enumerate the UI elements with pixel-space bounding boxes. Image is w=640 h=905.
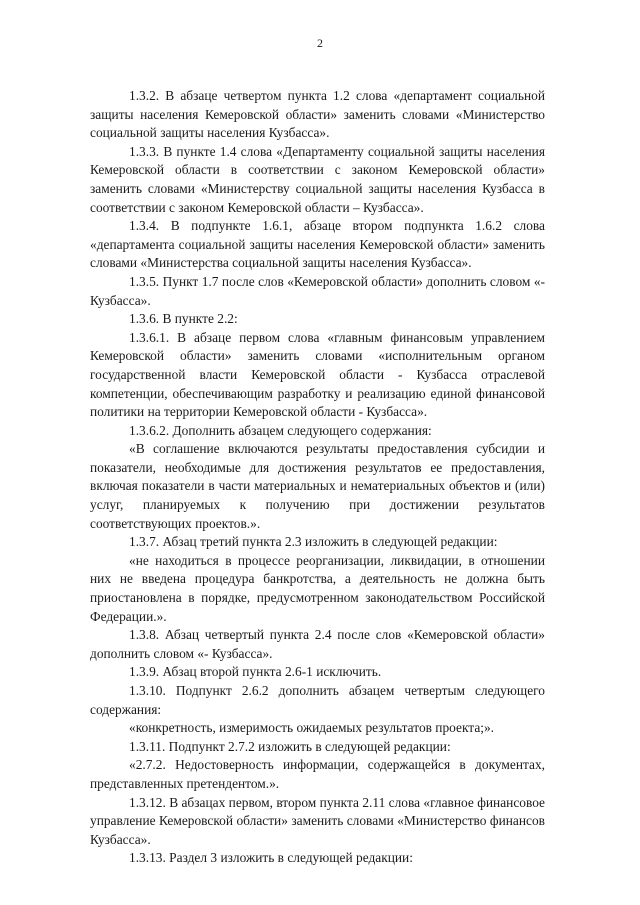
- paragraph: 1.3.7. Абзац третий пункта 2.3 изложить в следующей редакции:: [129, 534, 498, 550]
- paragraph: 1.3.6.2. Дополнить абзацем следующего содержания:: [129, 422, 432, 438]
- paragraph: 1.3.5. Пункт 1.7 после слов «Кемеровской области» дополнить словом «- Кузбасса».: [90, 273, 545, 308]
- paragraph: 1.3.6.1. В абзаце первом слова «главным финансовым управлением Кемеровской области» заменить словами «исполнительным органом государственной власти Кемеровской области - Кузбасса отраслевой компетенции, обеспечивающим разработку и реализацию единой финансовой политики на территории Кемеровской области - Кузбасса».: [90, 329, 545, 420]
- paragraph: 1.3.11. Подпункт 2.7.2 изложить в следующей редакции:: [129, 738, 451, 754]
- page-number: 2: [317, 36, 323, 50]
- paragraph: 1.3.10. Подпункт 2.6.2 дополнить абзацем четвертым следующего содержания:: [90, 683, 545, 717]
- paragraph: 1.3.8. Абзац четвертый пункта 2.4 после слов «Кемеровской области» дополнить словом «- Кузбасса».: [90, 627, 545, 661]
- quoted-paragraph: «не находиться в процессе реорганизации, ликвидации, в отношении них не введена процедура банкротства, а деятельность не должна быть приостановлена в порядке, предусмотренном законодательством Российской Федерации.».: [90, 552, 545, 624]
- quoted-paragraph: «В соглашение включаются результаты предоставления субсидии и показатели, необходимые для достижения результатов ее предоставления, включая показатели в части материальных и нематериальных объектов и (или) услуг, планируемых к получению при достижении результатов соответствующих проектов.».: [90, 441, 545, 531]
- quoted-paragraph: «2.7.2. Недостоверность информации, содержащейся в документах, представленных претендентом.».: [90, 757, 545, 791]
- paragraph: 1.3.2. В абзаце четвертом пункта 1.2 слова «департамент социальной защиты населения Кемеровской области» заменить словами «Министерство социальной защиты населения Кузбасса».: [90, 88, 545, 141]
- paragraph: 1.3.12. В абзацах первом, втором пункта 2.11 слова «главное финансовое управление Кемеровской области» заменить словами «Министерство финансов Кузбасса».: [90, 794, 545, 847]
- paragraph: 1.3.3. В пункте 1.4 слова «Департаменту социальной защиты населения Кемеровской области в соответствии с законом Кемеровской области» заменить словами «Министерству социальной защиты населения Кузбасса в соответствии с законом Кемеровской области – Кузбасса».: [90, 143, 545, 215]
- paragraph: 1.3.4. В подпункте 1.6.1, абзаце втором подпункта 1.6.2 слова «департамента социальной защиты населения Кемеровской области» заменить словами «Министерства социальной защиты населения Кузбасса».: [90, 218, 545, 271]
- paragraph: 1.3.9. Абзац второй пункта 2.6-1 исключить.: [129, 664, 382, 680]
- paragraph: 1.3.13. Раздел 3 изложить в следующей редакции:: [129, 850, 413, 866]
- paragraph: 1.3.6. В пункте 2.2:: [129, 311, 238, 327]
- document-body: [90, 87, 545, 868]
- quoted-paragraph: «конкретность, измеримость ожидаемых результатов проекта;».: [129, 720, 495, 736]
